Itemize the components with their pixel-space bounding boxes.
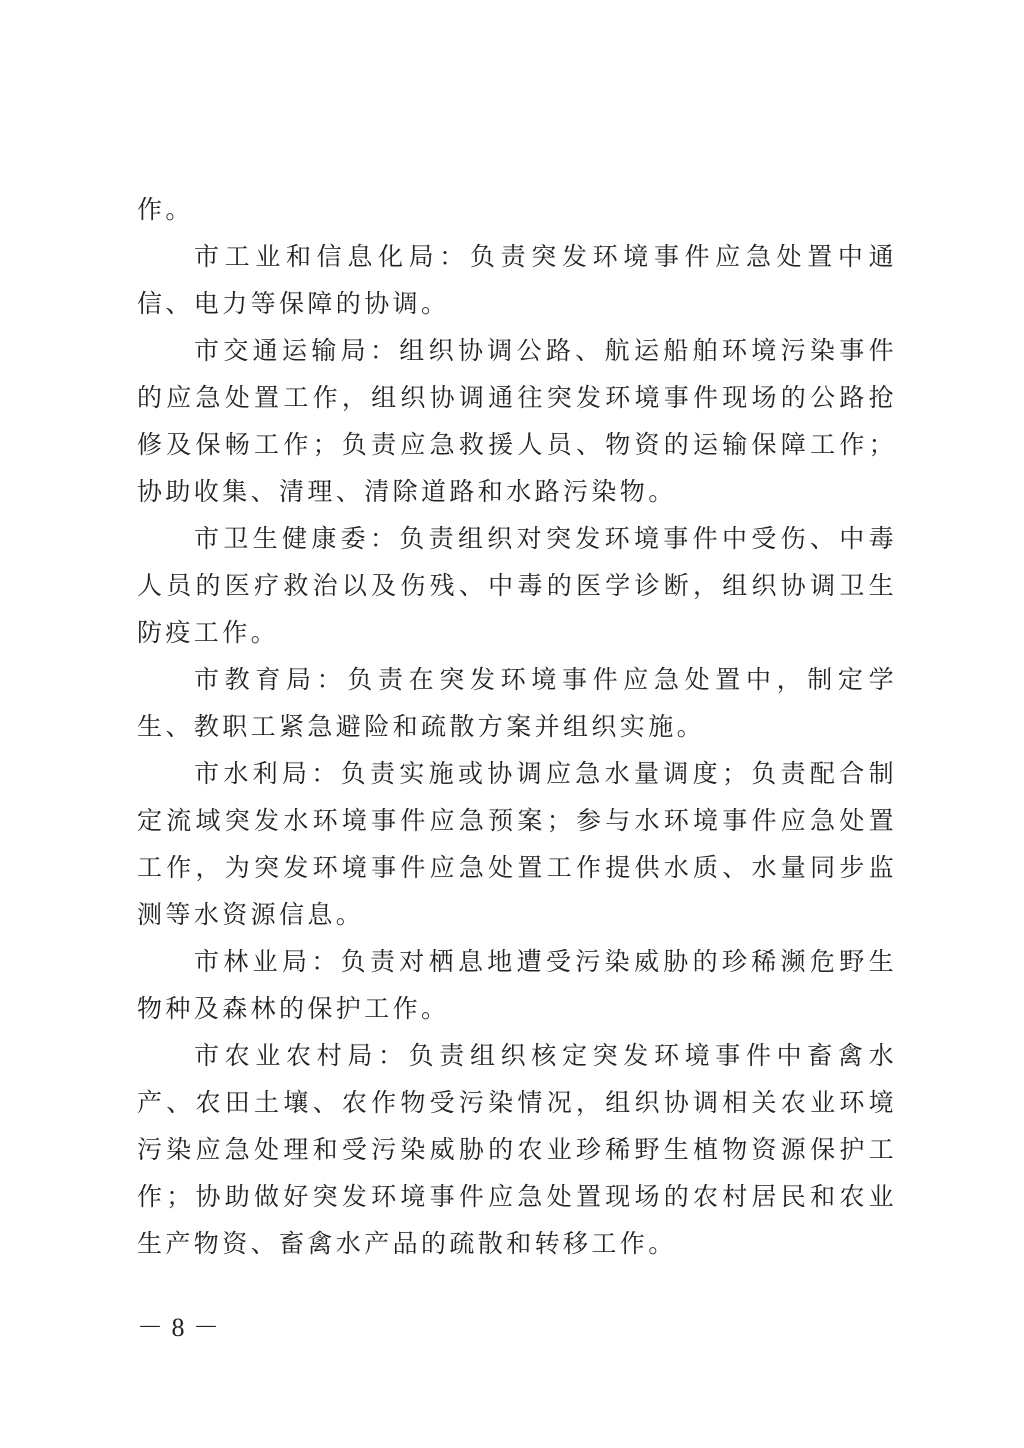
paragraph-transport-bureau: 市交通运输局：组织协调公路、航运船舶环境污染事件的应急处置工作，组织协调通往突发环境事件现场的公路抢修及保畅工作；负责应急救援人员、物资的运输保障工作；协助收集、清理、清除道路和水路污染物。 [137,336,897,506]
paragraph-continuation: 作。 [137,195,194,224]
paragraph-health-commission: 市卫生健康委：负责组织对突发环境事件中受伤、中毒人员的医疗救治以及伤残、中毒的医学诊断，组织协调卫生防疫工作。 [137,524,897,647]
paragraph-education-bureau: 市教育局：负责在突发环境事件应急处置中，制定学生、教职工紧急避险和疏散方案并组织实施。 [137,665,897,741]
document-body [137,186,897,1267]
paragraph-water-resources-bureau: 市水利局：负责实施或协调应急水量调度；负责配合制定流域突发水环境事件应急预案；参与水环境事件应急处置工作，为突发环境事件应急处置工作提供水质、水量同步监测等水资源信息。 [137,759,897,929]
paragraph-agriculture-rural-bureau: 市农业农村局：负责组织核定突发环境事件中畜禽水产、农田土壤、农作物受污染情况，组织协调相关农业环境污染应急处理和受污染威胁的农业珍稀野生植物资源保护工作；协助做好突发环境事件应急处置现场的农村居民和农业生产物资、畜禽水产品的疏散和转移工作。 [137,1041,897,1258]
paragraph-industry-info-bureau: 市工业和信息化局：负责突发环境事件应急处置中通信、电力等保障的协调。 [137,242,897,318]
page-number: － 8 － [137,1313,221,1342]
paragraph-forestry-bureau: 市林业局：负责对栖息地遭受污染威胁的珍稀濒危野生物种及森林的保护工作。 [137,947,897,1023]
